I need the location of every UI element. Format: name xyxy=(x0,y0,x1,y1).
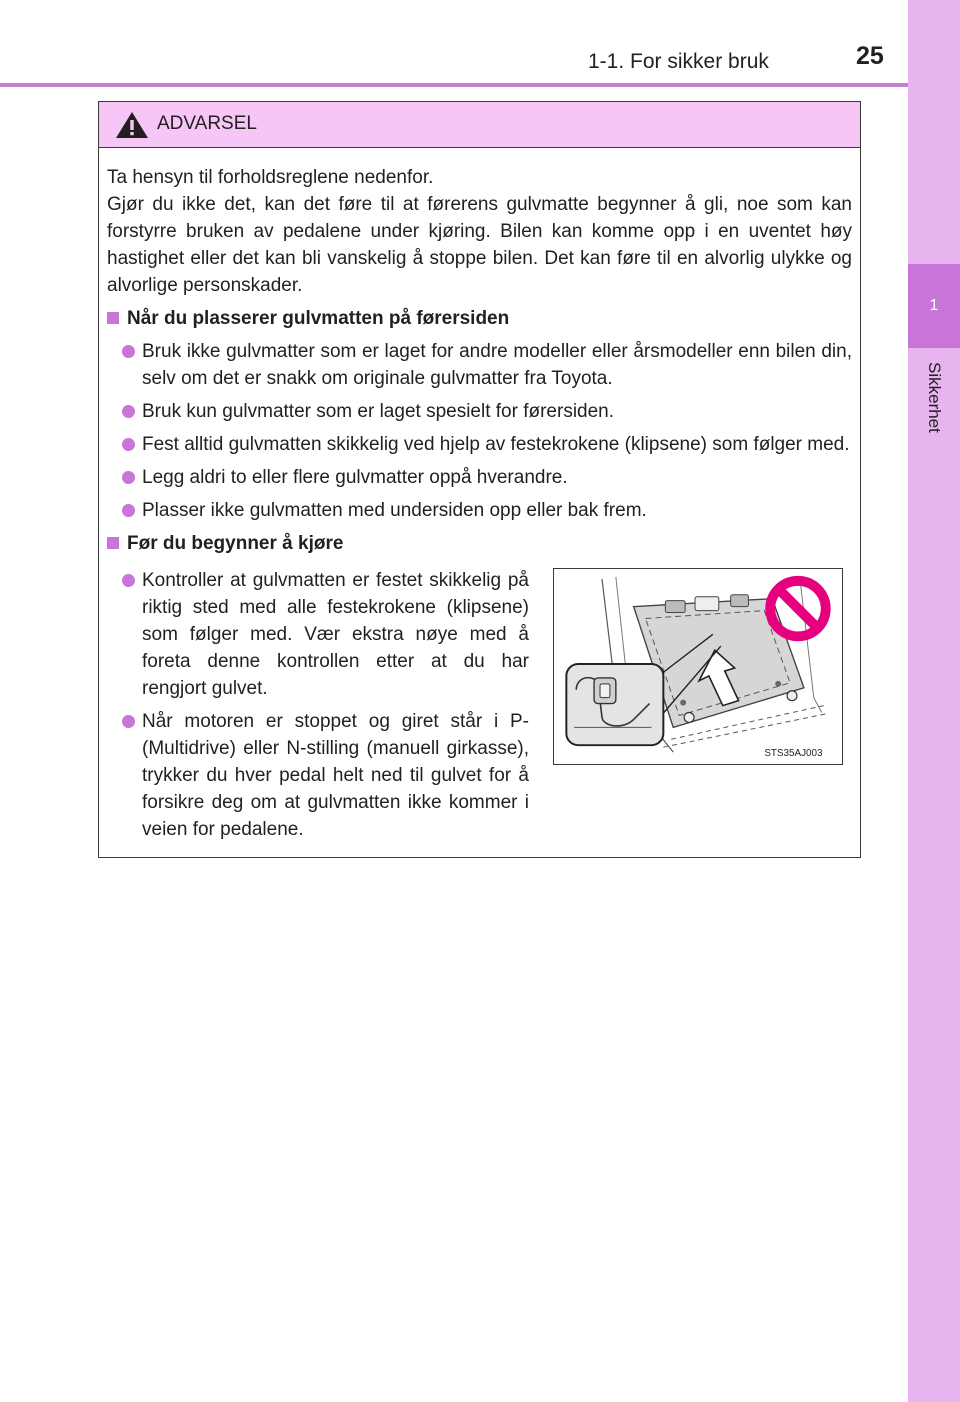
list-item: Når motoren er stoppet og giret står i P- (Multidrive) eller N-stilling (manuell girkasse), trykker du hver pedal helt ned til gulvet for å forsikre deg om at gulvmatten ikke kommer i veien for pedalene. xyxy=(107,708,529,843)
floor-mat-illustration-wrapper xyxy=(553,568,843,843)
list-item: Kontroller at gulvmatten er festet skikkelig på riktig sted med alle festekrokene (klipsene) som følger med. Vær ekstra nøye med å foreta denne kontrollen etter at du har rengjort gulvet. xyxy=(107,567,529,702)
round-bullet-icon xyxy=(122,574,135,587)
square-bullet-icon xyxy=(107,312,119,324)
warning-triangle-icon xyxy=(115,111,149,139)
round-bullet-icon xyxy=(122,715,135,728)
list-item: Legg aldri to eller flere gulvmatter oppå hverandre. xyxy=(107,464,852,491)
round-bullet-icon xyxy=(122,471,135,484)
page-number: 25 xyxy=(856,42,884,70)
list-item: Bruk kun gulvmatter som er laget spesielt for førersiden. xyxy=(107,398,852,425)
chapter-label: Sikkerhet xyxy=(925,362,944,433)
warning-box xyxy=(98,101,861,858)
chapter-side-tab xyxy=(908,0,960,1402)
list-item: Plasser ikke gulvmatten med undersiden opp eller bak frem. xyxy=(107,497,852,524)
figure-code: STS35AJ003 xyxy=(764,748,823,760)
warning-intro: Ta hensyn til forholdsreglene nedenfor. xyxy=(107,167,434,188)
warning-consequence: Gjør du ikke det, kan det føre til at førerens gulvmatte begynner å gli, noe som kan forstyrre bruken av pedalene under kjøring. Bilen kan komme opp i en uventet høy hastighet eller det kan bli vanskelig å stoppe bilen. Det kan føre til en alvorlig ulykke og alvorlige personskader. xyxy=(107,194,852,296)
section-heading-before-driving: Før du begynner å kjøre xyxy=(107,530,852,557)
warning-header xyxy=(99,102,860,148)
section-title: 1-1. For sikker bruk xyxy=(588,50,769,73)
header-divider xyxy=(0,83,908,87)
list-item: Bruk ikke gulvmatter som er laget for andre modeller eller årsmodeller enn bilen din, selv om det er snakk om originale gulvmatter fra Toyota. xyxy=(107,338,852,392)
before-driving-list xyxy=(107,567,529,843)
round-bullet-icon xyxy=(122,405,135,418)
round-bullet-icon xyxy=(122,345,135,358)
warning-body xyxy=(99,148,860,843)
square-bullet-icon xyxy=(107,537,119,549)
round-bullet-icon xyxy=(122,504,135,517)
warning-title: ADVARSEL xyxy=(157,113,257,134)
round-bullet-icon xyxy=(122,438,135,451)
before-driving-content xyxy=(107,567,852,843)
section-heading-placement: Når du plasserer gulvmatten på førersiden xyxy=(107,305,852,332)
chapter-number: 1 xyxy=(908,264,960,348)
floor-mat-illustration xyxy=(553,568,843,765)
list-item: Fest alltid gulvmatten skikkelig ved hjelp av festekrokene (klipsene) som følger med. xyxy=(107,431,852,458)
